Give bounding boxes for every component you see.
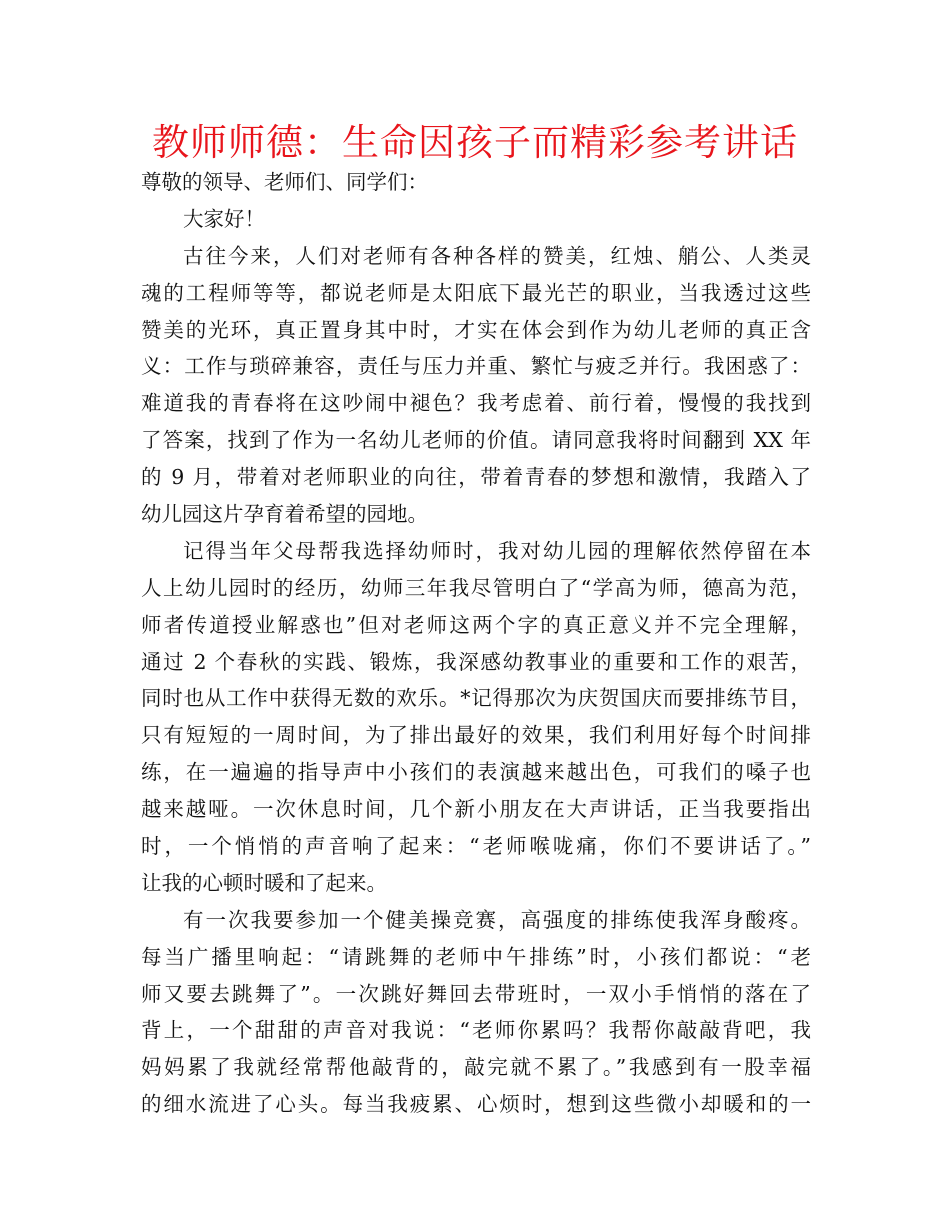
text-line: 了答案，找到了作为一名幼儿老师的价值。请同意我将时间翻到 XX 年	[141, 428, 811, 453]
text-line: 师又要去跳舞了”。一次跳好舞回去带班时，一双小手悄悄的落在了	[141, 981, 811, 1006]
text-line: 背上，一个甜甜的声音对我说：“老师你累吗？我帮你敲敲背吧，我	[141, 1018, 811, 1043]
text-line: 尊敬的领导、老师们、同学们：	[141, 170, 428, 194]
text-line: 让我的心顿时暖和了起来。	[141, 870, 387, 895]
document-body	[141, 164, 811, 1123]
text-line: 时，一个悄悄的声音响了起来：“老师喉咙痛，你们不要讲话了。”	[141, 834, 811, 859]
text-line: 义：工作与琐碎兼容，责任与压力并重、繁忙与疲乏并行。我困惑了：	[141, 354, 811, 379]
text-line: 越来越哑。一次休息时间，几个新小朋友在大声讲话，正当我要指出	[141, 797, 811, 822]
text-line: 赞美的光环，真正置身其中时，才实在体会到作为幼儿老师的真正含	[141, 317, 811, 342]
text-line: 古往今来，人们对老师有各种各样的赞美，红烛、艄公、人类灵	[183, 243, 811, 268]
text-line: 只有短短的一周时间，为了排出最好的效果，我们利用好每个时间排	[141, 723, 811, 748]
text-line: 每当广播里响起：“请跳舞的老师中午排练”时，小孩们都说：“老	[141, 944, 811, 969]
text-line: 的 9 月，带着对老师职业的向往，带着青春的梦想和激情，我踏入了	[141, 465, 811, 490]
document-title: 教师师德：生命因孩子而精彩参考讲话	[152, 121, 798, 164]
text-line: 师者传道授业解惑也”但对老师这两个字的真正意义并不完全理解，	[141, 612, 811, 637]
text-line: 难道我的青春将在这吵闹中褪色？我考虑着、前行着，慢慢的我找到	[141, 391, 811, 416]
text-line: 有一次我要参加一个健美操竞赛，高强度的排练使我浑身酸疼。	[183, 907, 811, 932]
text-line: 记得当年父母帮我选择幼师时，我对幼儿园的理解依然停留在本	[183, 538, 811, 563]
text-line: 同时也从工作中获得无数的欢乐。*记得那次为庆贺国庆而要排练节目，	[141, 686, 811, 711]
text-line: 的细水流进了心头。每当我疲累、心烦时，想到这些微小却暖和的一	[141, 1092, 811, 1117]
text-line: 人上幼儿园时的经历，幼师三年我尽管明白了“学高为师，德高为范，	[141, 575, 811, 600]
text-line: 妈妈累了我就经常帮他敲背的，敲完就不累了。”我感到有一股幸福	[141, 1055, 811, 1080]
text-line: 魂的工程师等等，都说老师是太阳底下最光芒的职业，当我透过这些	[141, 280, 811, 305]
text-line: 大家好！	[183, 206, 265, 231]
text-line: 练，在一遍遍的指导声中小孩们的表演越来越出色，可我们的嗓子也	[141, 760, 811, 785]
text-line: 幼儿园这片孕育着希望的园地。	[141, 502, 428, 527]
text-line: 通过 2 个春秋的实践、锻炼，我深感幼教事业的重要和工作的艰苦，	[141, 649, 811, 674]
